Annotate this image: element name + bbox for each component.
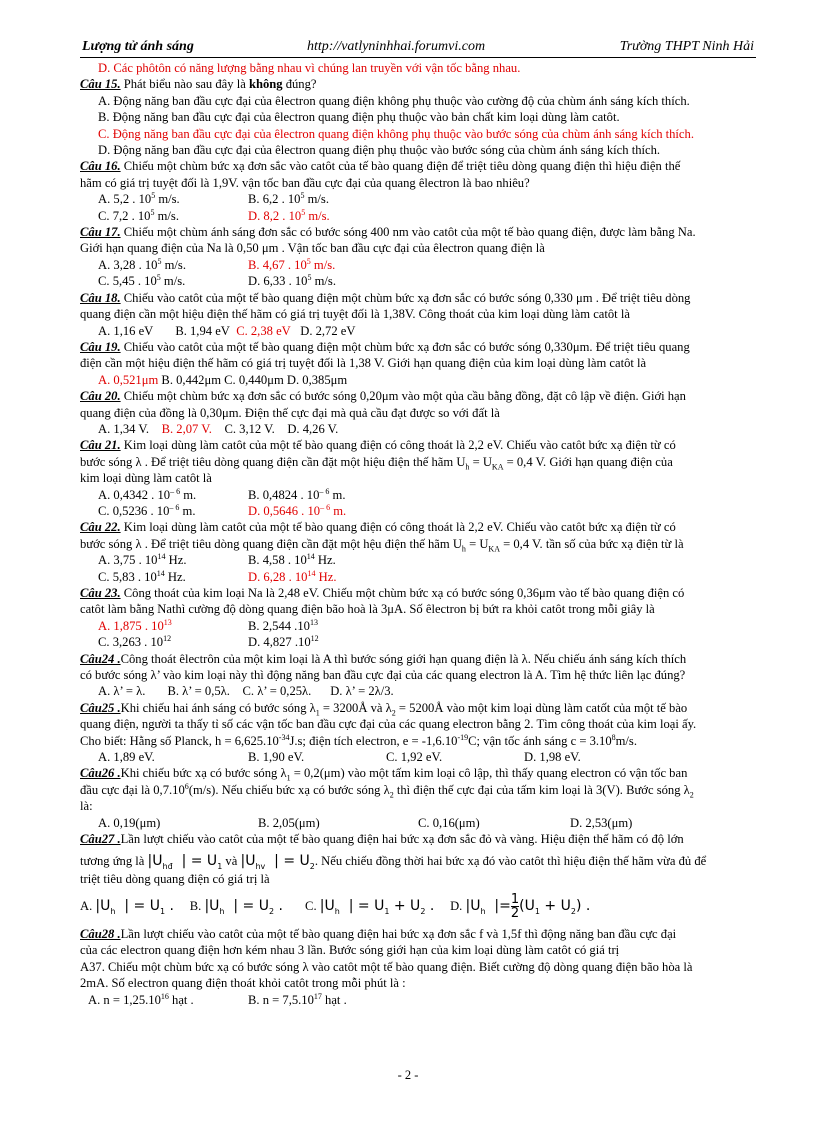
question-text: Giới hạn quang điện của Na là 0,50 μm . Vận tốc ban đầu cực đại của êlectron quang điện là xyxy=(80,241,545,256)
header-topic: Lượng tử ánh sáng xyxy=(82,39,194,54)
question-17: Câu 17. Chiếu một chùm ánh sáng đơn sắc có bước sóng 400 nm vào catôt của một tế bào quang điện, được làm bằng Na. xyxy=(80,225,696,240)
option-b: B. 6,2 . $10^5$ m/s. xyxy=(248,191,329,207)
options-row xyxy=(80,421,760,437)
question-label: Câu 22. xyxy=(80,520,121,535)
options-row xyxy=(80,634,760,650)
option-d: D. Động năng ban đầu cực đại của êlectron quang điện phụ thuộc vào bước sóng của chùm ánh sáng kích thích. xyxy=(98,143,661,158)
option-a: A. $|U_h$ | = $U_1$ . xyxy=(80,898,174,917)
options-rest: B. 0,442μm C. 0,440μm D. 0,385μm xyxy=(158,372,348,387)
option-d: D. 6,33 . $10^5$ m/s. xyxy=(248,273,336,289)
exercise-list xyxy=(80,60,760,1008)
options-row xyxy=(80,683,760,699)
question-label: Câu 18. xyxy=(80,290,121,305)
option-c: C. 0,5236 . $10^{- 6}$ m. xyxy=(98,502,196,518)
options-row xyxy=(80,273,760,289)
question-text: 2mA. Số electron quang điện thoát khỏi catôt trong mỗi phút là : xyxy=(80,976,406,991)
option-b: B. 2,05(μm) xyxy=(258,815,320,830)
option-c: C. 5,83 . $10^{14}$ Hz. xyxy=(98,568,186,584)
question-24: Câu24 .Công thoát êlectrôn của một kim loại là A thì bước sóng giới hạn quang điện là λ. Nếu chiếu ánh sáng kích thích xyxy=(80,651,687,666)
question-21: Câu 21. Kim loại dùng làm catôt của một tế bào quang điện có công thoát là 2,2 eV. Chiếu vào catôt bức xạ điện từ có xyxy=(80,438,676,453)
option-b-answer: B. 2,07 V. xyxy=(161,421,212,436)
options-row xyxy=(80,992,760,1008)
option-b: B. 2,544 $.10^{13}$ xyxy=(248,617,318,633)
option-d-answer: D. 0,5646 . $10^{- 6}$ m. xyxy=(248,502,347,518)
option-b: B. Động năng ban đầu cực đại của êlectron quang điện phụ thuộc vào bản chất kim loại dùng làm catôt. xyxy=(98,110,620,125)
options-row xyxy=(80,191,760,207)
question-label: Câu 15. xyxy=(80,77,121,92)
option-d: D. 4,26 V. xyxy=(287,421,339,436)
question-text: quang điện, người ta thấy tỉ số các vận tốc ban đầu cực đại của các quang electron bằng 2. Tìm công thoát của kim loại ấy. xyxy=(80,717,697,732)
option-c: C. 3,263 . $10^{12}$ xyxy=(98,634,172,650)
option-b: B. $n = 7,5.10^{17}$ hạt . xyxy=(248,991,347,1007)
page-number: - 2 - xyxy=(397,1068,419,1082)
option-a-answer: A. 0,521μm xyxy=(98,372,159,387)
question-text: của các electron quang điện hơn kém nhau 3 lần. Bước sóng giới hạn của kim loại dùng làm catôt có giá trị xyxy=(80,943,620,958)
question-18: Câu 18. Chiếu vào catôt của một tế bào quang điện một chùm bức xạ đơn sắc có bước sóng 0,330 μm . Để triệt tiêu dòng xyxy=(80,290,691,305)
question-label: Câu25 . xyxy=(80,700,121,715)
question-label: Câu 19. xyxy=(80,339,121,354)
question-label: Câu28 . xyxy=(80,926,121,941)
option-c-answer: C. 2,38 eV xyxy=(236,323,291,338)
options-row xyxy=(80,208,760,224)
question-text: điện cần một hiệu điện thế hãm có giá trị tuyệt đối là 1,38 V. Giới hạn quang điện của kim loại dùng làm catôt là xyxy=(80,356,647,371)
question-20: Câu 20. Chiếu một chùm bức xạ đơn sắc có bước sóng 0,20μm vào một qủa cầu bằng đồng, đặt cô lập về điện. Giới hạn xyxy=(80,389,686,404)
option-a: A. λ’ = λ. xyxy=(98,684,146,699)
option-d: D. 2,72 eV xyxy=(300,323,356,338)
option-b: B. 1,94 eV xyxy=(175,323,230,338)
option-a: A. 1,34 V. xyxy=(98,421,149,436)
option-c: C. 3,12 V. xyxy=(224,421,275,436)
question-22: Câu 22. Kim loại dùng làm catôt của một tế bào quang điện có công thoát là 2,2 eV. Chiếu vào catôt bức xạ điện từ có xyxy=(80,520,676,535)
option-d: D. 4,827 $.10^{12}$ xyxy=(248,634,319,650)
question-27: Câu27 .Lần lượt chiếu vào catôt của một tế bào quang điện hai bức xạ đơn sắc đỏ và vàng. Hiệu điện thế hãm có độ lớn xyxy=(80,832,684,847)
question-26: Câu26 .Khi chiếu bức xạ có bước sóng $\lambda_1 = 0,2(\mu m)$ vào một tấm kim loại cô lập, thì thấy quang electron có vận tốc ban xyxy=(80,766,688,783)
question-28: Câu28 .Lần lượt chiếu vào catôt của một tế bào quang điện hai bức xạ đơn sắc f và 1,5f thì động năng ban đầu cực đại xyxy=(80,926,677,941)
option-d: D. $|U_h$ |= $\frac{1}{2}$ $(U_1 + U_2)$ . xyxy=(450,891,591,921)
options-row xyxy=(80,749,760,765)
question-text: hãm có giá trị tuyệt đối là 1,9V. vận tốc ban đầu cực đại của quang êlectron là bao nhiêu? xyxy=(80,175,530,190)
question-text: triệt tiêu dòng quang điện có giá trị là xyxy=(80,871,270,886)
options-row xyxy=(80,257,760,273)
options-row xyxy=(80,503,760,519)
question-text: bước sóng λ . Để triệt tiêu dòng quang điện cần đặt một hiệu điện thế hãm $U_h = U_{KA} = 0,4$ V. Giới hạn quang điện của xyxy=(80,454,673,472)
option-b: B. 0,4824 . $10^{- 6}$ m. xyxy=(248,486,346,502)
option-b: B. 1,90 eV. xyxy=(248,750,305,765)
option-d: D. 1,98 eV. xyxy=(524,750,581,765)
carryover-option: D. Các phôtôn có năng lượng bằng nhau vì chúng lan truyền với vận tốc bằng nhau. xyxy=(98,61,521,75)
question-23: Câu 23. Công thoát của kim loại Na là 2,48 eV. Chiếu một chùm bức xạ có bước sóng 0,36μm vào tế bào quang điện có xyxy=(80,586,685,600)
question-text: là: xyxy=(80,799,93,814)
option-d: D. λ’ = 2λ/3. xyxy=(330,684,394,699)
question-text: kim loại dùng làm catôt là xyxy=(80,471,212,486)
option-b: B. λ’ = 0,5λ. xyxy=(167,684,230,699)
option-a: A. 0,4342 . $10^{- 6}$ m. xyxy=(98,486,197,502)
question-label: Câu 17. xyxy=(80,225,121,240)
option-a: A. 5,2 . $10^5$ m/s. xyxy=(98,191,180,207)
options-row xyxy=(80,552,760,568)
options-row xyxy=(80,569,760,585)
page-header xyxy=(80,39,756,58)
options-row xyxy=(80,487,760,503)
question-25: Câu25 .Khi chiếu hai ánh sáng có bước sóng $\lambda_1$ = 3200Å và $\lambda_2$ = 5200Å vào một kim loại dùng làm catốt của một tế bào xyxy=(80,700,688,718)
option-a-answer: A. 1,875 . $10^{13}$ xyxy=(98,617,172,633)
option-a: A. 3,75 . $10^{14}$ Hz. xyxy=(98,552,187,568)
option-d-answer: D. 8,2 . $10^5$ m/s. xyxy=(248,207,330,223)
question-label: Câu 16. xyxy=(80,159,121,174)
question-text: có bước sóng λ’ vào kim loại này thì động năng ban đầu cực đại của các quang electron là A. Tìm hệ thức liên lạc đúng? xyxy=(80,668,686,683)
question-19: Câu 19. Chiếu vào catôt của một tế bào quang điện một chùm bức xạ đơn sắc có bước sóng 0,330μm. Để triệt tiêu quang xyxy=(80,339,690,354)
question-label: Câu26 . xyxy=(80,766,121,781)
question-text: quang điện cần một hiệu điện thế hãm có giá trị tuyệt đối là 1,38V. Công thoát của kim loại dùng làm catôt là xyxy=(80,307,630,322)
header-school: Trường THPT Ninh Hải xyxy=(619,39,754,54)
question-text: Cho biết: Hằng số Planck, $h = 6,625.10^{-34}J.s$; điện tích electron, $e = -1,6.10^{-19}C$; vận tốc ánh sáng $c = 3.10^8m/s$. xyxy=(80,732,637,748)
question-text: quang điện của đồng là 0,30μm. Điện thế cực đại mà quả cầu đạt được so với đất là xyxy=(80,405,500,420)
option-b: B. $|U_h$ | = $U_2$ . xyxy=(189,898,283,917)
question-15: Câu 15. Phát biểu nào sau đây là không đúng? xyxy=(80,77,317,92)
option-a: A. $n = 1,25.10^{16}$ hạt . xyxy=(88,991,194,1007)
options-row xyxy=(80,323,760,339)
option-d: D. 2,53(μm) xyxy=(570,815,633,830)
question-label: Câu 23. xyxy=(80,586,121,600)
option-c: C. $|U_h$ | = $U_1 + U_2$ . xyxy=(305,898,435,917)
option-c: C. 1,92 eV. xyxy=(386,750,443,765)
option-b-answer: B. 4,67 . $10^5$ m/s. xyxy=(248,256,336,272)
option-a: A. Động năng ban đầu cực đại của êlectron quang điện không phụ thuộc vào cường độ của chùm ánh sáng kích thích. xyxy=(98,93,690,108)
option-a: A. 3,28 . $10^5$ m/s. xyxy=(98,256,186,272)
option-a: A. 1,89 eV. xyxy=(98,750,155,765)
question-text: bước sóng λ . Để triệt tiêu dòng quang điện cần đặt một hệu điện thế hãm $U_h = U_{KA} = 0,4$ V. tần số của bức xạ điện từ là xyxy=(80,536,684,554)
question-label: Câu27 . xyxy=(80,832,121,847)
question-label: Câu 21. xyxy=(80,438,121,453)
option-d-answer: D. 6,28 . $10^{14}$ Hz. xyxy=(248,568,337,584)
options-row xyxy=(80,893,760,920)
question-label: Câu24 . xyxy=(80,651,121,666)
options-row xyxy=(80,372,760,388)
option-c-answer: C. Động năng ban đầu cực đại của êlectron quang điện không phụ thuộc vào bước sóng của chùm ánh sáng kích thích. xyxy=(98,126,694,141)
option-c: C. 0,16(μm) xyxy=(418,815,480,830)
options-row xyxy=(80,618,760,634)
option-a: A. 1,16 eV xyxy=(98,323,154,338)
question-16: Câu 16. Chiếu một chùm bức xạ đơn sắc vào catôt của tế bào quang điện để triệt tiêu dòng quang điện thì hiệu điện thế xyxy=(80,159,681,174)
header-url: http://vatlyninhhai.forumvi.com xyxy=(307,39,486,54)
question-text: catôt làm bằng Nathì cường độ dòng quang điện bão hoà là 3μA. Số êlectron bị bứt ra khỏi catôt trong mỗi giây là xyxy=(80,602,655,617)
question-text: đầu cực đại là 0,7.10$^6$(m/s). Nếu chiếu bức xạ có bước sóng $\lambda_2$ thì điện thế cực đại của tấm kim loại là 3(V). Bước sóng $\lambda_2$ xyxy=(80,781,694,800)
option-a: A. 0,19(μm) xyxy=(98,815,161,830)
question-label: Câu 20. xyxy=(80,389,121,404)
option-c: C. λ’ = 0,25λ. xyxy=(242,684,312,699)
option-c: C. 7,2 . $10^5$ m/s. xyxy=(98,207,179,223)
options-row xyxy=(80,815,760,831)
option-c: C. 5,45 . $10^5$ m/s. xyxy=(98,273,186,289)
question-text: tương ứng là $|U_{hđ}$ | = $U_1$ và $|U_{hv}$ | = $U_2$. Nếu chiếu đồng thời hai bức xạ đó vào catôt thì hiệu điện thế hãm vừa đủ để xyxy=(80,852,707,871)
question-37: A37. Chiếu một chùm bức xạ có bước sóng λ vào catôt một tế bào quang điện. Biết cường độ dòng quang điện bão hòa là xyxy=(80,959,693,974)
option-b: B. 4,58 . $10^{14}$ Hz. xyxy=(248,552,336,568)
